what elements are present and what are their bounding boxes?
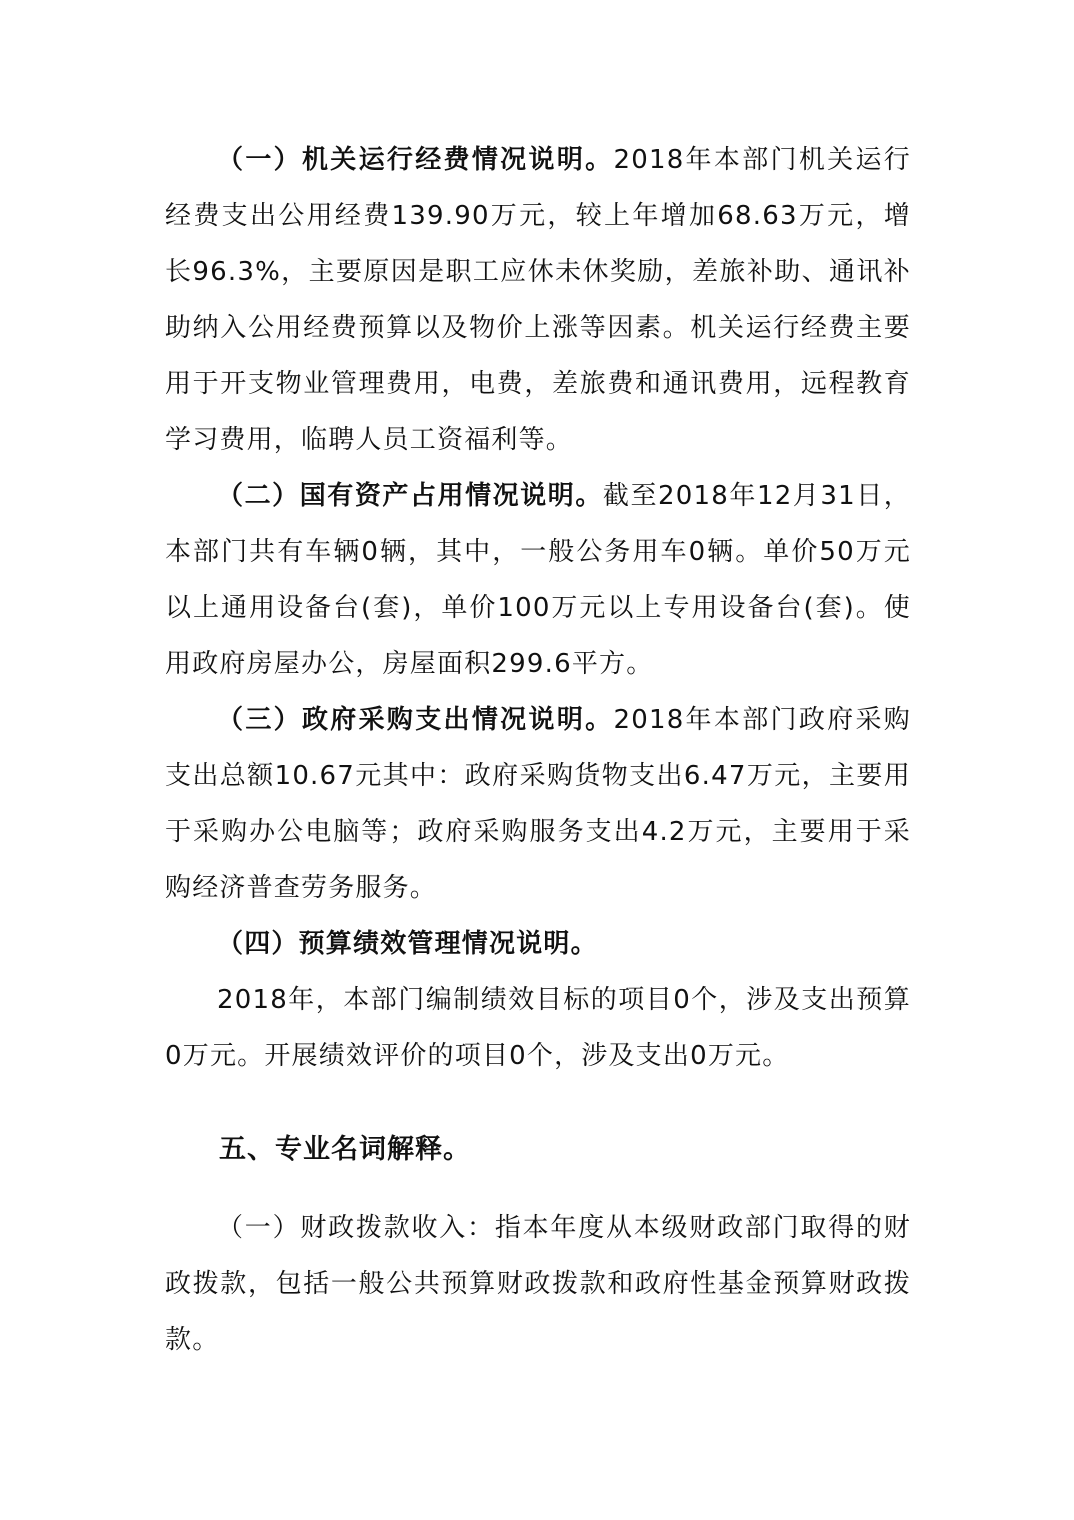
document-body xyxy=(165,132,911,1368)
paragraph-lead: （四）预算绩效管理情况说明。 xyxy=(217,929,598,959)
paragraph-lead: （二）国有资产占用情况说明。 xyxy=(217,481,603,511)
paragraph-lead: （一）机关运行经费情况说明。 xyxy=(217,145,614,175)
paragraph-text: 2018年本部门政府采购支出总额10.67元其中：政府采购货物支出6.47万元，主要用于采购办公电脑等；政府采购服务支出4.2万元，主要用于采购经济普查劳务服务。 xyxy=(165,705,911,903)
definition-fiscal-appropriation: （一）财政拨款收入：指本年度从本级财政部门取得的财政拨款，包括一般公共预算财政拨款和政府性基金预算财政拨款。 xyxy=(165,1213,911,1355)
paragraph-performance-heading xyxy=(165,916,911,972)
paragraph-text: 2018年，本部门编制绩效目标的项目0个，涉及支出预算0万元。开展绩效评价的项目0个，涉及支出0万元。 xyxy=(165,985,911,1071)
paragraph-performance-body xyxy=(165,972,911,1084)
paragraph-operating-expenses xyxy=(165,132,911,468)
paragraph-text: 2018年本部门机关运行经费支出公用经费139.90万元，较上年增加68.63万元，增长96.3%，主要原因是职工应休未休奖励，差旅补助、通讯补助纳入公用经费预算以及物价上涨等因素。机关运行经费主要用于开支物业管理费用，电费，差旅费和通讯费用，远程教育学习费用，临聘人员工资福利等。 xyxy=(165,145,911,455)
paragraph-text: 截至2018年12月31日，本部门共有车辆0辆，其中，一般公务用车0辆。单价50万元以上通用设备台(套)，单价100万元以上专用设备台(套)。使用政府房屋办公，房屋面积299.6平方。 xyxy=(165,481,911,679)
section-heading: 五、专业名词解释。 xyxy=(219,1134,471,1165)
paragraph-lead: （三）政府采购支出情况说明。 xyxy=(217,705,614,735)
paragraph-state-assets xyxy=(165,468,911,692)
paragraph-government-procurement xyxy=(165,692,911,916)
